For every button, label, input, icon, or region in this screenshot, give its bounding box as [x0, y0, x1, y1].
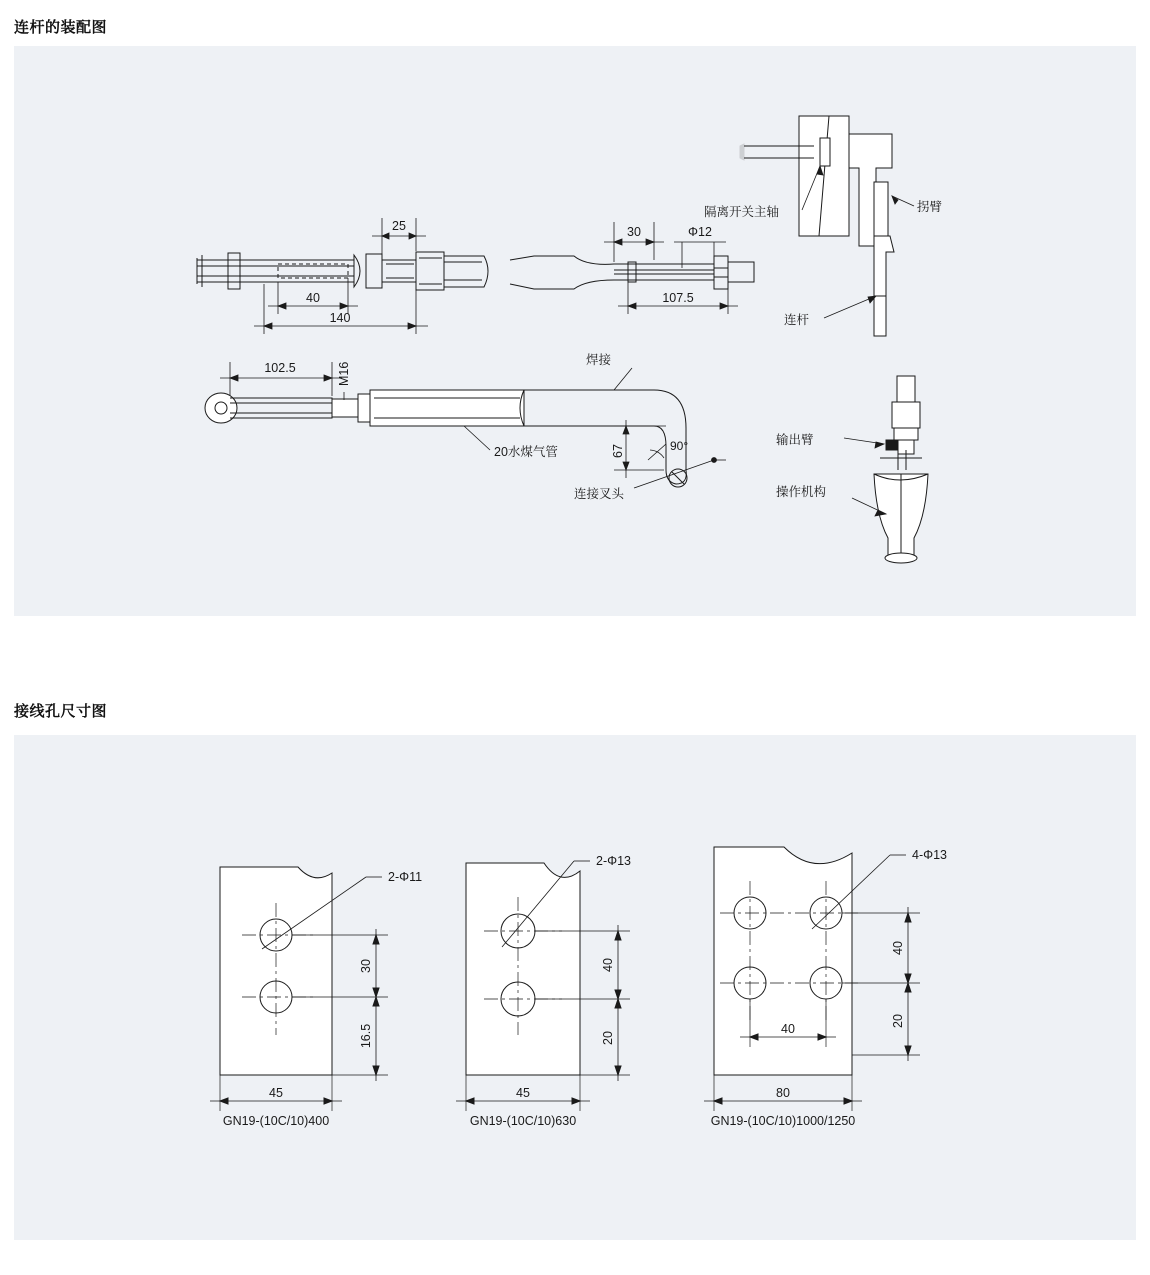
hole-dim-2-v2: 20: [601, 1031, 615, 1045]
hole-caption-3: GN19-(10C/10)1000/1250: [710, 1114, 856, 1128]
left-rod-right-tube: [444, 256, 488, 287]
hole-figure-1: [210, 867, 388, 1111]
dimension-label-140: 140: [329, 311, 351, 325]
callout-label-gas-pipe: 20水煤气管: [494, 445, 558, 459]
dimension-label-107-5: 107.5: [662, 291, 694, 305]
hole-caption-2: GN19-(10C/10)630: [469, 1114, 577, 1128]
hole-caption-1: GN19-(10C/10)400: [222, 1114, 330, 1128]
callout-label-output-arm: 输出臂: [776, 433, 814, 447]
callout-label-crank-arm: 拐臂: [917, 200, 943, 214]
dimension-label-phi12: Φ12: [688, 225, 712, 239]
linkage-assembly-drawing: [14, 46, 1136, 616]
left-rod-clevis: [197, 253, 360, 289]
callout-connecting-rod-leader: [824, 296, 876, 318]
hole-note-1: 2-Φ11: [388, 870, 423, 884]
section-title-holes: 接线孔尺寸图: [14, 703, 108, 720]
callout-label-main-shaft: 隔离开关主轴: [704, 205, 780, 219]
bottom-rod-assembly: [205, 390, 687, 487]
dimension-label-25: 25: [392, 219, 406, 233]
dimension-label-90deg: 90°: [670, 439, 689, 453]
callout-label-operating-mechanism: 操作机构: [776, 485, 827, 499]
callout-weld-leader: [614, 368, 632, 390]
hole-dim-2-v1: 40: [601, 958, 615, 972]
callout-crank-arm-leader: [892, 196, 914, 206]
hole-note-3: 4-Φ13: [912, 848, 947, 862]
dimension-label-102-5: 102.5: [264, 361, 296, 375]
dimension-label-m16: M16: [337, 361, 351, 386]
hole-dim-1-v2: 16.5: [359, 1023, 373, 1049]
section-title-linkage: 连杆的装配图: [14, 19, 108, 36]
dimension-angle-90: [648, 444, 666, 460]
linkage-assembly-diagram-panel: [14, 46, 1136, 616]
left-rod-turnbuckle: [366, 252, 444, 290]
callout-output-arm-leader: [844, 438, 884, 448]
callout-gas-pipe-leader: [464, 426, 490, 450]
main-shaft-and-crank: [740, 116, 894, 336]
hole-figure-2: [456, 861, 630, 1111]
middle-rod-assembly: [510, 256, 754, 289]
hole-dim-3-h2: 80: [776, 1086, 790, 1100]
hole-dim-1-h1: 45: [269, 1086, 283, 1100]
hole-dim-1-v1: 30: [359, 959, 373, 973]
hole-note-2: 2-Φ13: [596, 854, 631, 868]
hole-dim-3-h1: 40: [781, 1022, 795, 1036]
hole-dim-2-h1: 45: [516, 1086, 530, 1100]
callout-label-weld: 焊接: [586, 353, 612, 367]
callout-label-fork-joint: 连接叉头: [574, 487, 625, 501]
dimension-label-30: 30: [627, 225, 641, 239]
hole-dim-3-v2: 20: [891, 1014, 905, 1028]
hole-figure-3: [704, 847, 920, 1111]
dimension-label-67: 67: [611, 444, 625, 458]
callout-label-connecting-rod: 连杆: [784, 313, 810, 327]
terminal-hole-dimensions-panel: [14, 735, 1136, 1240]
terminal-hole-drawings: [14, 735, 1136, 1240]
output-arm-and-mechanism: [874, 376, 928, 563]
hole-dim-3-v1: 40: [891, 941, 905, 955]
dimension-label-40: 40: [306, 291, 320, 305]
